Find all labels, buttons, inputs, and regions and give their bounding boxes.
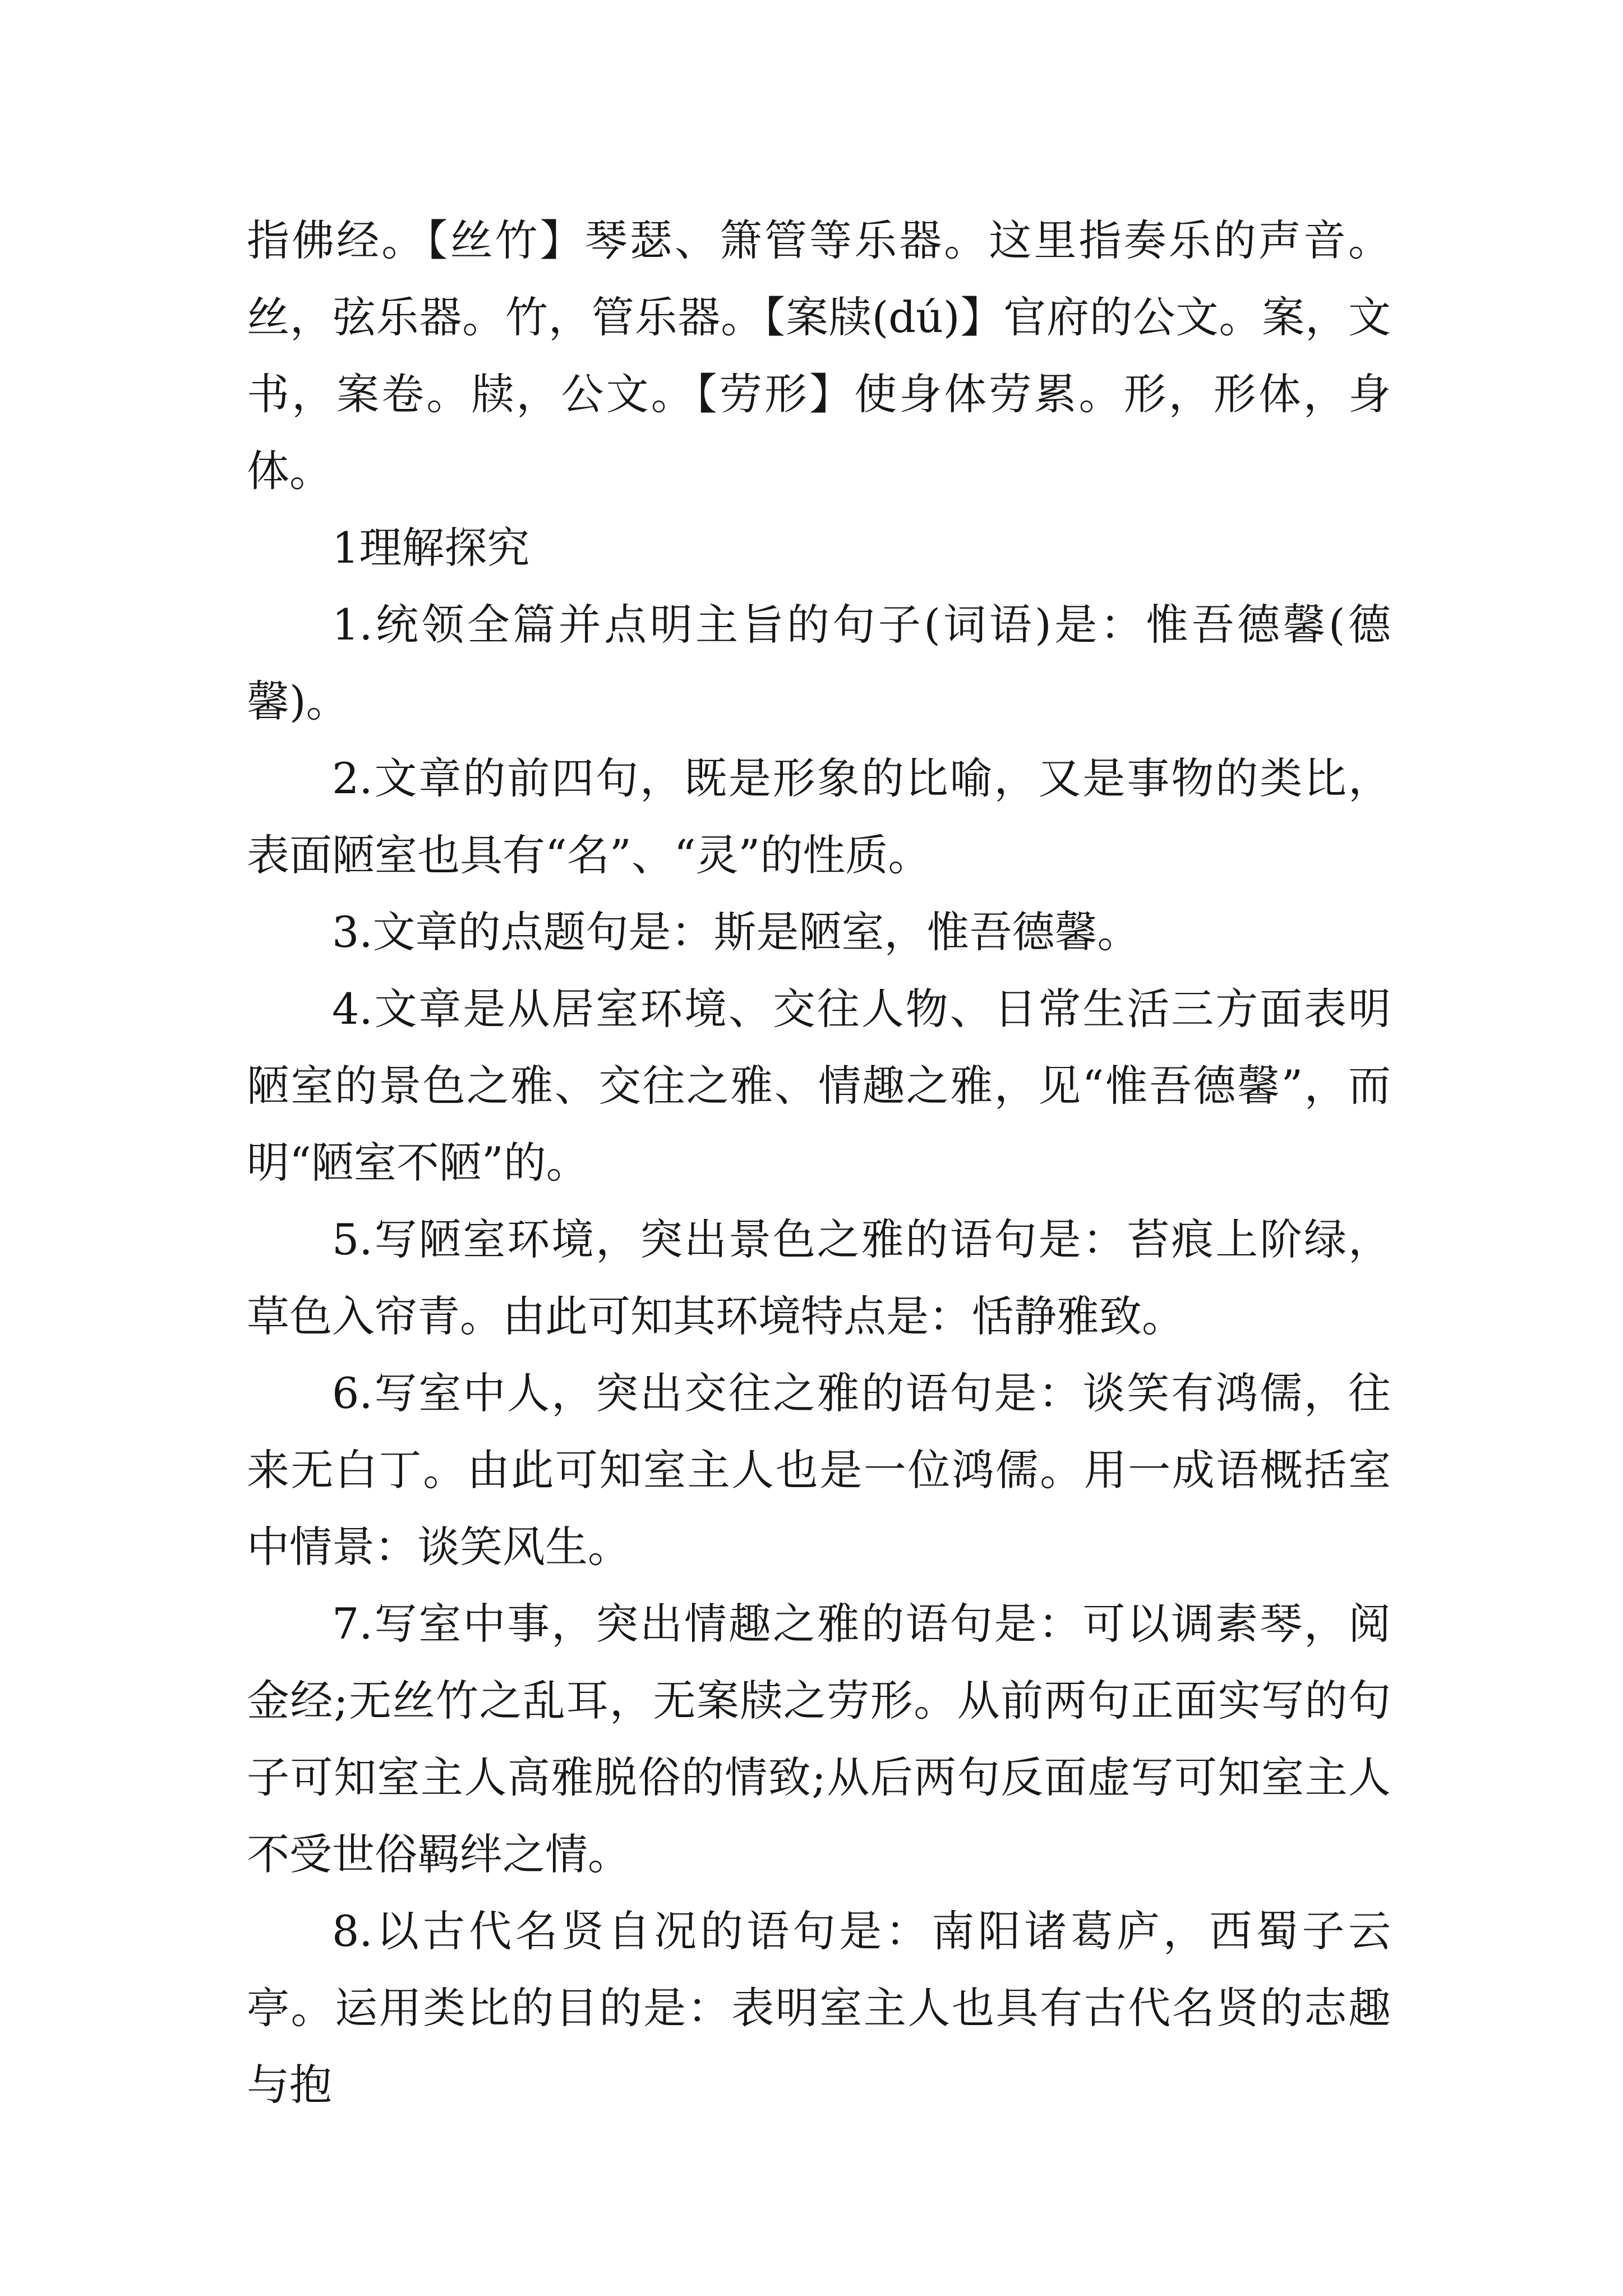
- paragraph-annotations: 指佛经。【丝竹】琴瑟、箫管等乐器。这里指奏乐的声音。丝，弦乐器。竹，管乐器。【案牍(dú)】官府的公文。案，文书，案卷。牍，公文。【劳形】使身体劳累。形，形体，身体。: [247, 215, 1391, 496]
- paragraph-item-7: 7.写室中事，突出情趣之雅的语句是：可以调素琴，阅金经;无丝竹之乱耳，无案牍之劳形。从前两句正面实写的句子可知室主人高雅脱俗的情致;从后两句反面虚写可知室主人不受世俗羁绊之情。: [247, 1599, 1391, 1879]
- paragraph-item-6: 6.写室中人，突出交往之雅的语句是：谈笑有鸿儒，往来无白丁。由此可知室主人也是一位鸿儒。用一成语概括室中情景：谈笑风生。: [247, 1368, 1391, 1572]
- paragraph-item-3: 3.文章的点题句是：斯是陋室，惟吾德馨。: [332, 907, 1140, 957]
- section-heading: 1理解探究: [332, 523, 530, 573]
- document-body: [247, 202, 1391, 2123]
- paragraph-item-2: 2.文章的前四句，既是形象的比喻，又是事物的类比，表面陋室也具有“名”、“灵”的性质。: [247, 753, 1391, 880]
- paragraph-item-4: 4.文章是从居室环境、交往人物、日常生活三方面表明陋室的景色之雅、交往之雅、情趣之雅，见“惟吾德馨”，而明“陋室不陋”的。: [247, 984, 1391, 1188]
- paragraph-item-1: 1.统领全篇并点明主旨的句子(词语)是：惟吾德馨(德馨)。: [247, 600, 1391, 726]
- paragraph-item-8: 8.以古代名贤自况的语句是：南阳诸葛庐，西蜀子云亭。运用类比的目的是：表明室主人也具有古代名贤的志趣与抱: [247, 1906, 1391, 2110]
- paragraph-item-5: 5.写陋室环境，突出景色之雅的语句是：苔痕上阶绿，草色入帘青。由此可知其环境特点是：恬静雅致。: [247, 1214, 1391, 1341]
